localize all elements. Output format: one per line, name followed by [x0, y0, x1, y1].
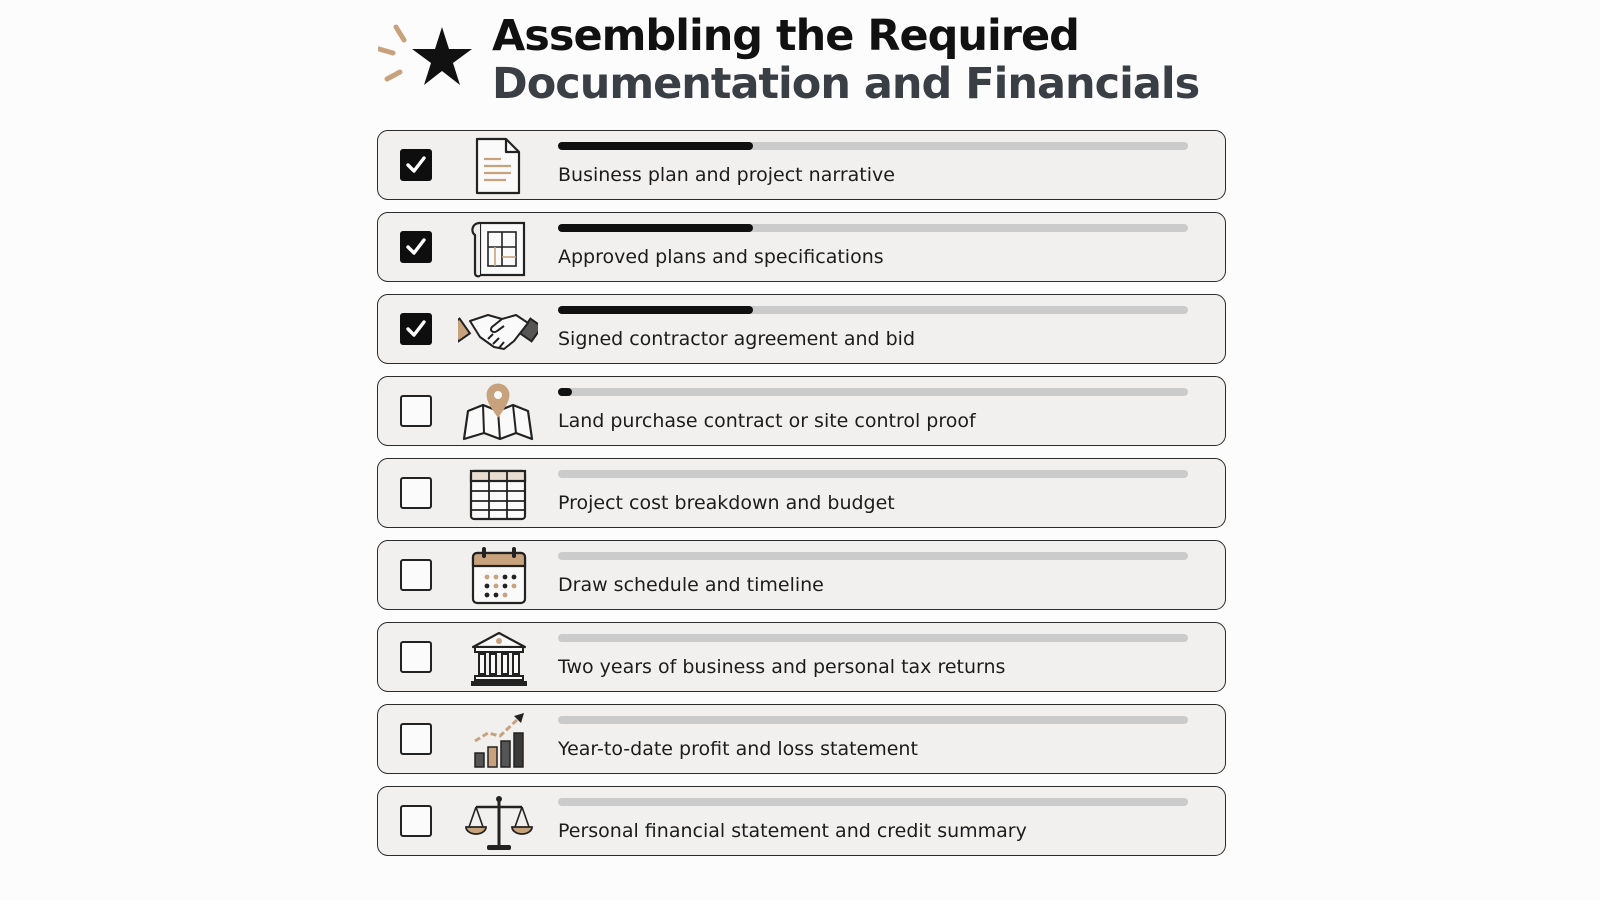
page-subtitle: Documentation and Financials	[492, 59, 1200, 109]
checklist-row	[377, 294, 1226, 364]
checklist-row	[377, 540, 1226, 610]
progress-fill	[558, 224, 753, 232]
checkmark-icon	[405, 154, 427, 176]
item-label: Business plan and project narrative	[558, 164, 895, 186]
checklist-row	[377, 622, 1226, 692]
checkbox-checked[interactable]	[400, 149, 432, 181]
item-label: Land purchase contract or site control proof	[558, 410, 976, 432]
checkbox[interactable]	[400, 477, 432, 509]
document-checklist	[377, 130, 1226, 868]
progress-track	[558, 470, 1188, 478]
item-label: Signed contractor agreement and bid	[558, 328, 916, 350]
calendar-icon	[458, 545, 538, 607]
title-block	[492, 12, 1199, 108]
handshake-icon	[458, 299, 538, 361]
checklist-row	[377, 130, 1226, 200]
progress-track	[558, 224, 1188, 232]
checklist-row	[377, 704, 1226, 774]
progress-track	[558, 634, 1188, 642]
checkbox[interactable]	[400, 559, 432, 591]
page-header	[378, 12, 1199, 108]
checkmark-icon	[405, 236, 427, 258]
checkmark-icon	[405, 318, 427, 340]
item-label: Draw schedule and timeline	[558, 574, 824, 596]
spreadsheet-icon	[458, 463, 538, 525]
progress-track	[558, 716, 1188, 724]
progress-track	[558, 306, 1188, 314]
item-label: Year-to-date profit and loss statement	[558, 738, 918, 760]
map-pin-icon	[458, 381, 538, 443]
checkbox[interactable]	[400, 641, 432, 673]
checkbox[interactable]	[400, 395, 432, 427]
bank-icon	[458, 627, 538, 689]
checkbox[interactable]	[400, 723, 432, 755]
progress-track	[558, 142, 1188, 150]
item-label: Two years of business and personal tax returns	[558, 656, 1006, 678]
progress-fill	[558, 306, 753, 314]
item-label: Personal financial statement and credit summary	[558, 820, 1027, 842]
page-title: Assembling the Required	[492, 11, 1079, 61]
progress-track	[558, 388, 1188, 396]
progress-fill	[558, 388, 572, 396]
item-label: Approved plans and specifications	[558, 246, 884, 268]
progress-track	[558, 798, 1188, 806]
scales-icon	[458, 791, 538, 853]
checklist-row	[377, 786, 1226, 856]
document-icon	[458, 135, 538, 197]
checklist-row	[377, 458, 1226, 528]
item-label: Project cost breakdown and budget	[558, 492, 895, 514]
checklist-row	[377, 212, 1226, 282]
blueprint-icon	[458, 217, 538, 279]
checkbox[interactable]	[400, 805, 432, 837]
star-burst-icon	[378, 15, 488, 105]
progress-fill	[558, 142, 753, 150]
checkbox-checked[interactable]	[400, 231, 432, 263]
progress-track	[558, 552, 1188, 560]
checklist-row	[377, 376, 1226, 446]
growth-chart-icon	[458, 709, 538, 771]
checkbox-checked[interactable]	[400, 313, 432, 345]
